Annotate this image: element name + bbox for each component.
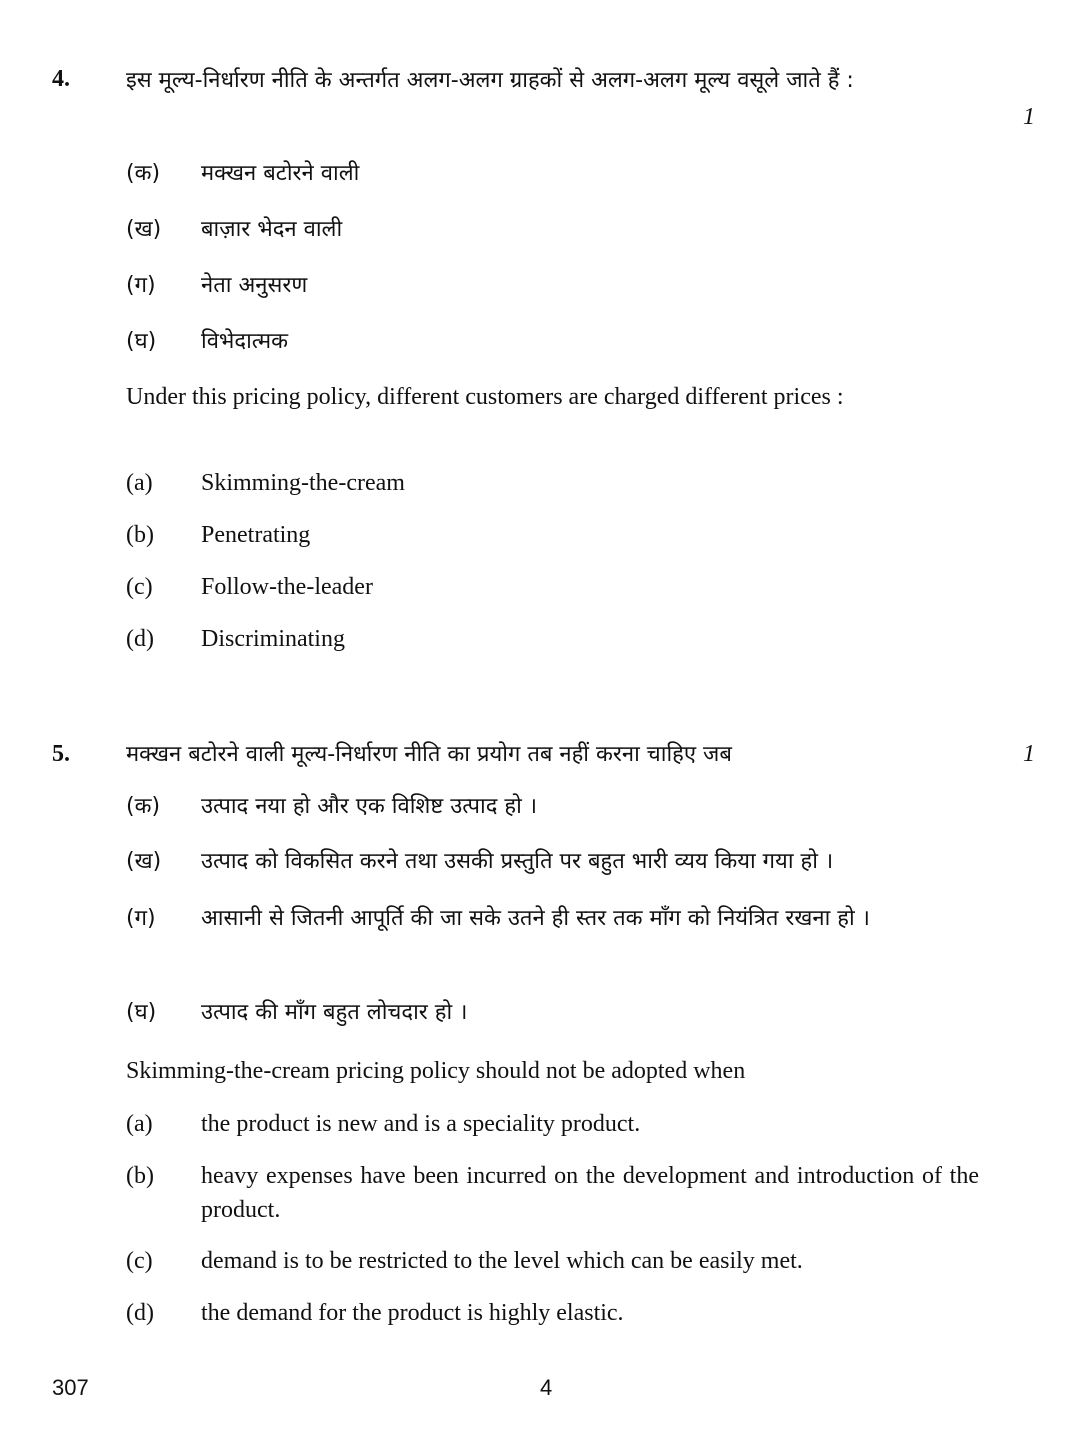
option-text: उत्पाद को विकसित करने तथा उसकी प्रस्तुति पर बहुत भारी व्यय किया गया हो । xyxy=(201,849,834,874)
option-label: (ख) xyxy=(126,217,162,242)
option-label: (b) xyxy=(126,1163,154,1189)
option-label: (d) xyxy=(126,1300,154,1326)
option-hindi-ga xyxy=(126,267,979,305)
option-text: नेता अनुसरण xyxy=(201,273,308,298)
option-text: Discriminating xyxy=(201,626,345,652)
option-label: (घ) xyxy=(126,329,157,354)
option-hindi-kha xyxy=(126,211,979,249)
option-label: (ख) xyxy=(126,849,162,874)
option-text: the demand for the product is highly elastic. xyxy=(201,1300,624,1326)
question-stem-hindi: इस मूल्य-निर्धारण नीति के अन्तर्गत अलग-अलग ग्राहकों से अलग-अलग मूल्य वसूले जाते हैं : xyxy=(126,68,854,93)
option-hindi-kha xyxy=(126,843,979,881)
question-stem-english: Under this pricing policy, different customers are charged different prices : xyxy=(126,384,844,410)
option-text: मक्खन बटोरने वाली xyxy=(201,161,360,186)
option-text: Penetrating xyxy=(201,522,311,548)
option-label: (ग) xyxy=(126,906,156,931)
option-label: (c) xyxy=(126,574,153,600)
option-english-b xyxy=(126,1159,979,1227)
option-english-c xyxy=(126,570,979,604)
option-text: the product is new and is a speciality product. xyxy=(201,1111,641,1137)
option-hindi-gha xyxy=(126,323,979,361)
option-text: Skimming-the-cream xyxy=(201,470,405,496)
option-label: (ग) xyxy=(126,273,156,298)
option-text: Follow-the-leader xyxy=(201,574,373,600)
paper-code: 307 xyxy=(52,1375,89,1400)
option-label: (a) xyxy=(126,470,153,496)
option-hindi-ka xyxy=(126,155,979,193)
page-number: 4 xyxy=(540,1375,553,1400)
question-marks: 1 xyxy=(1023,104,1035,130)
option-text: विभेदात्मक xyxy=(201,329,289,354)
option-english-a xyxy=(126,1107,979,1141)
option-label: (b) xyxy=(126,522,154,548)
option-english-d xyxy=(126,622,979,656)
question-number: 4. xyxy=(52,66,70,92)
option-label: (क) xyxy=(126,794,161,819)
option-english-c xyxy=(126,1244,979,1278)
option-hindi-ka xyxy=(126,788,979,826)
question-stem-english: Skimming-the-cream pricing policy should not be adopted when xyxy=(126,1058,746,1084)
option-hindi-ga xyxy=(126,900,979,938)
option-english-d xyxy=(126,1296,979,1330)
question-marks: 1 xyxy=(1023,741,1035,767)
option-label: (a) xyxy=(126,1111,153,1137)
option-text: उत्पाद नया हो और एक विशिष्ट उत्पाद हो । xyxy=(201,794,538,819)
option-text: उत्पाद की माँग बहुत लोचदार हो । xyxy=(201,1000,468,1025)
option-label: (d) xyxy=(126,626,154,652)
question-number: 5. xyxy=(52,741,70,767)
option-text: आसानी से जितनी आपूर्ति की जा सके उतने ही स्तर तक माँग को नियंत्रित रखना हो । xyxy=(201,906,871,931)
option-label: (क) xyxy=(126,161,161,186)
option-hindi-gha xyxy=(126,994,979,1032)
option-english-b xyxy=(126,518,979,552)
option-text: बाज़ार भेदन वाली xyxy=(201,217,343,242)
option-label: (घ) xyxy=(126,1000,157,1025)
option-label: (c) xyxy=(126,1248,153,1274)
option-text: heavy expenses have been incurred on the development and introduction of the product. xyxy=(201,1163,979,1223)
question-stem-hindi: मक्खन बटोरने वाली मूल्य-निर्धारण नीति का प्रयोग तब नहीं करना चाहिए जब xyxy=(126,742,732,767)
option-english-a xyxy=(126,466,979,500)
option-text: demand is to be restricted to the level which can be easily met. xyxy=(201,1248,803,1274)
